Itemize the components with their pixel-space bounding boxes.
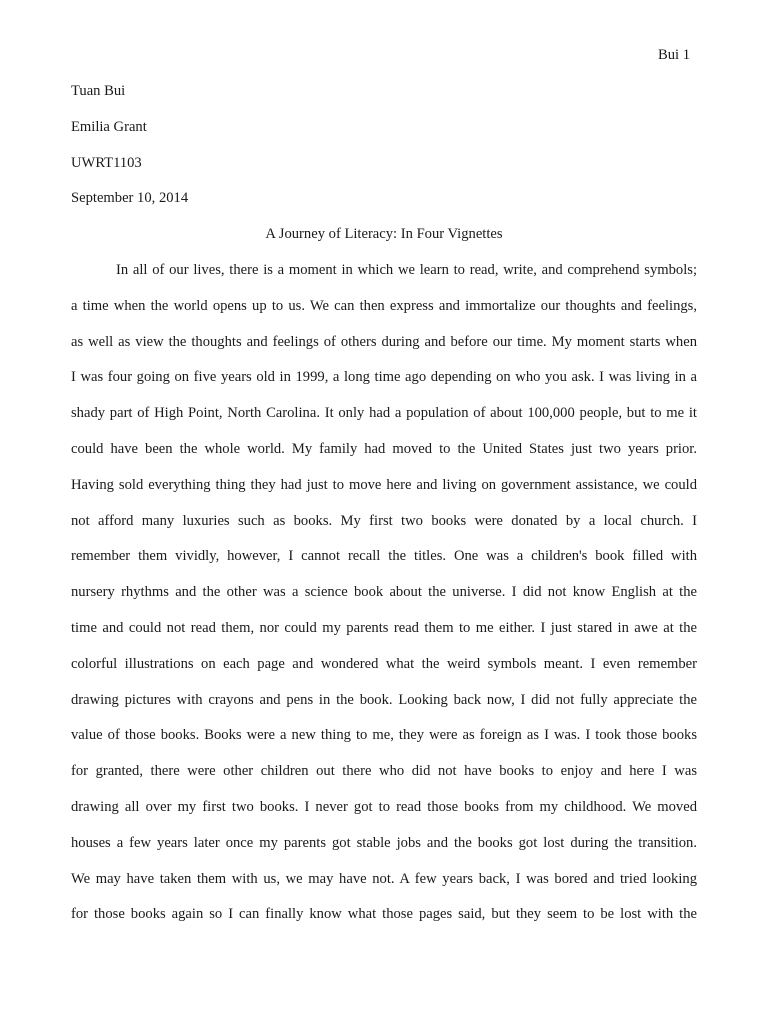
body-line: remember them vividly, however, I cannot recall the titles. One was a children's book filled with <box>71 548 697 565</box>
body-line: I was four going on five years old in 1999, a long time ago depending on who you ask. I was living in a <box>71 369 697 386</box>
body-line: colorful illustrations on each page and wondered what the weird symbols meant. I even remember <box>71 655 697 672</box>
mla-header <box>71 81 697 224</box>
course-code: UWRT1103 <box>71 154 142 171</box>
author-name: Tuan Bui <box>71 83 126 99</box>
body-line: value of those books. Books were a new thing to me, they were as foreign as I was. I took those books <box>71 727 697 744</box>
body-line: as well as view the thoughts and feelings of others during and before our time. My moment starts when <box>71 333 697 350</box>
body-paragraph <box>71 260 697 940</box>
body-line: houses a few years later once my parents got stable jobs and the books got lost during the transition. <box>71 834 697 851</box>
essay-title: A Journey of Literacy: In Four Vignettes <box>265 226 503 242</box>
instructor-name: Emilia Grant <box>71 118 147 135</box>
body-line: for those books again so I can finally know what those pages said, but they seem to be lost with the <box>71 906 697 923</box>
body-line: Having sold everything thing they had just to move here and living on government assistance, we could <box>71 476 697 493</box>
body-line: nursery rhythms and the other was a science book about the universe. I did not know English at the <box>71 584 697 601</box>
body-line: for granted, there were other children out there who did not have books to enjoy and here I was <box>71 763 697 780</box>
body-line: time and could not read them, nor could my parents read them to me either. I just stared in awe at the <box>71 619 697 636</box>
body-line: We may have taken them with us, we may have not. A few years back, I was bored and tried looking <box>71 870 697 887</box>
body-line: a time when the world opens up to us. We can then express and immortalize our thoughts and feelings, <box>71 297 697 314</box>
body-line: In all of our lives, there is a moment in which we learn to read, write, and comprehend symbols; <box>116 262 697 278</box>
body-line: drawing pictures with crayons and pens in the book. Looking back now, I did not fully appreciate the <box>71 691 697 708</box>
body-line: drawing all over my first two books. I never got to read those books from my childhood. We moved <box>71 798 697 815</box>
body-line: not afford many luxuries such as books. My first two books were donated by a local church. I <box>71 512 697 529</box>
running-head: Bui 1 <box>657 47 690 63</box>
essay-date: September 10, 2014 <box>71 190 189 207</box>
body-line: shady part of High Point, North Carolina. It only had a population of about 100,000 people, but to me it <box>71 405 697 422</box>
body-line: could have been the whole world. My family had moved to the United States just two years prior. <box>71 440 697 457</box>
